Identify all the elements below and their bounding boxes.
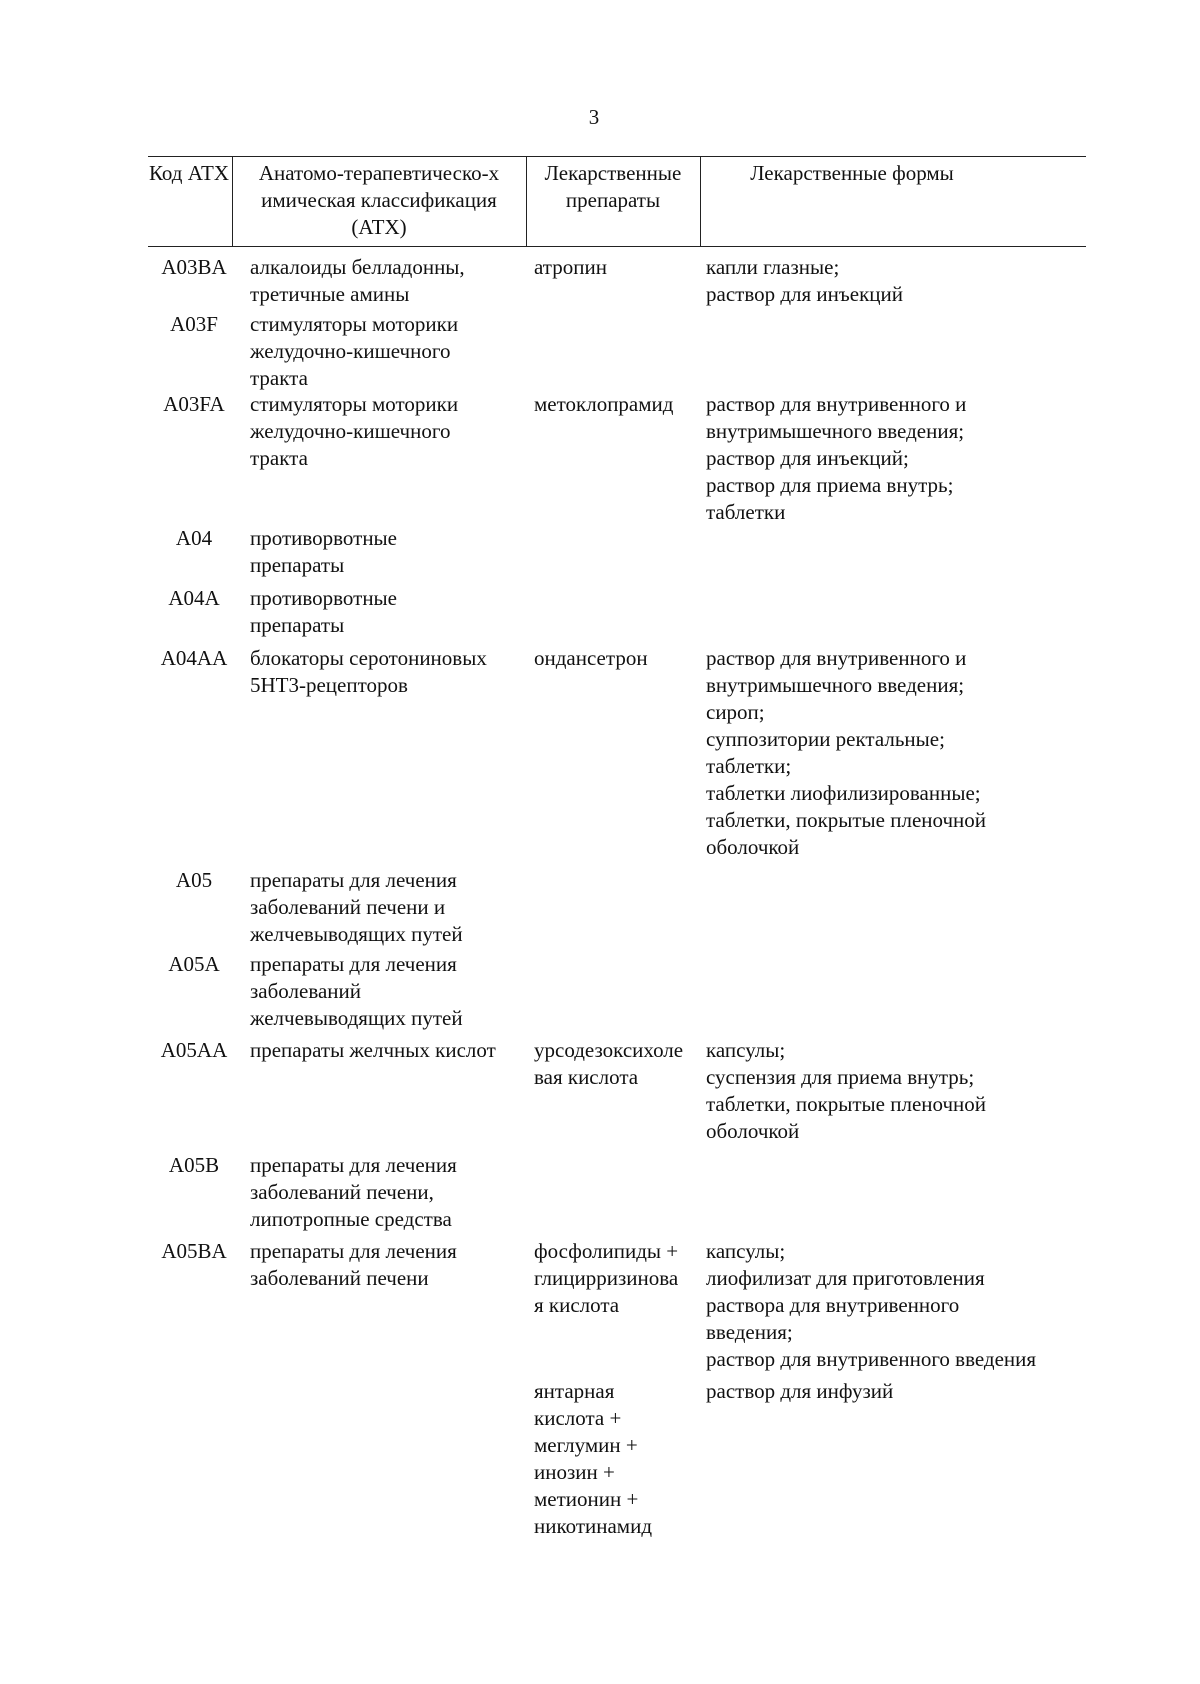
drug-name: фосфолипиды + глицирризинова я кислота (534, 1239, 679, 1317)
table-row (148, 1152, 1086, 1238)
table-row (148, 311, 1086, 391)
drug-name: атропин (534, 255, 607, 279)
header-forms: Лекарственные формы (750, 161, 954, 185)
table-header (148, 156, 1086, 247)
atc-code: A04AA (160, 646, 228, 670)
drug-name: ондансетрон (534, 646, 648, 670)
header-divider (232, 157, 233, 246)
atc-code: A05 (175, 868, 213, 892)
table-row (148, 645, 1086, 867)
atc-code: A05B (168, 1153, 220, 1177)
dosage-forms: капсулы; суспензия для приема внутрь; таблетки, покрытые пленочной оболочкой (706, 1038, 987, 1143)
atc-code: A03F (170, 312, 218, 336)
table-row (148, 585, 1086, 645)
dosage-forms: раствор для внутривенного и внутримышечного введения; сироп; суппозитории ректальные; таблетки; таблетки лиофилизированные; таблетки, покрытые пленочной оболочкой (706, 646, 987, 859)
atc-classification: противорвотные препараты (250, 526, 397, 577)
atc-code: A05BA (161, 1239, 227, 1263)
drug-name: метоклопрамид (534, 392, 674, 416)
atc-classification: препараты для лечения заболеваний печени (250, 1239, 457, 1290)
atc-classification: препараты для лечения заболеваний печени и желчевыводящих путей (250, 868, 463, 946)
dosage-forms: раствор для инфузий (706, 1379, 894, 1403)
header-code: Код АТХ (148, 161, 230, 185)
atc-table (148, 156, 1086, 1548)
dosage-forms: раствор для внутривенного и внутримышечного введения; раствор для инъекций; раствор для приема внутрь; таблетки (706, 392, 967, 524)
table-row (148, 1037, 1086, 1152)
atc-classification: противорвотные препараты (250, 586, 397, 637)
drug-name: янтарная кислота + меглумин + инозин + метионин + никотинамид (534, 1379, 653, 1538)
atc-classification: препараты желчных кислот (250, 1038, 496, 1062)
atc-classification: стимуляторы моторики желудочно-кишечного тракта (250, 312, 459, 390)
drug-name: урсодезоксихоле вая кислота (534, 1038, 684, 1089)
atc-classification: алкалоиды белладонны, третичные амины (250, 255, 465, 306)
dosage-forms: капли глазные; раствор для инъекций (706, 255, 903, 306)
atc-classification: препараты для лечения заболеваний печени, липотропные средства (250, 1153, 457, 1231)
atc-code: A05A (168, 952, 220, 976)
table-row (148, 1238, 1086, 1378)
table-row (148, 525, 1086, 585)
header-classification: Анатомо-терапевтическо-х имическая классификация (АТХ) (258, 161, 500, 239)
page-number: 3 (588, 105, 600, 129)
header-divider (526, 157, 527, 246)
atc-code: A03FA (163, 392, 225, 416)
atc-code: A05AA (160, 1038, 228, 1062)
table-row (148, 391, 1086, 525)
table-row (148, 867, 1086, 951)
table-row (148, 951, 1086, 1037)
atc-classification: препараты для лечения заболеваний желчевыводящих путей (250, 952, 463, 1030)
table-row (148, 1378, 1086, 1548)
atc-code: A04 (175, 526, 213, 550)
header-drugs: Лекарственные препараты (544, 161, 682, 212)
header-divider (700, 157, 701, 246)
dosage-forms: капсулы; лиофилизат для приготовления раствора для внутривенного введения; раствор для внутривенного введения (706, 1239, 1037, 1371)
atc-classification: блокаторы серотониновых 5HT3-рецепторов (250, 646, 487, 697)
table-row (148, 254, 1086, 311)
atc-classification: стимуляторы моторики желудочно-кишечного тракта (250, 392, 459, 470)
atc-code: A04A (168, 586, 220, 610)
atc-code: A03BA (161, 255, 227, 279)
